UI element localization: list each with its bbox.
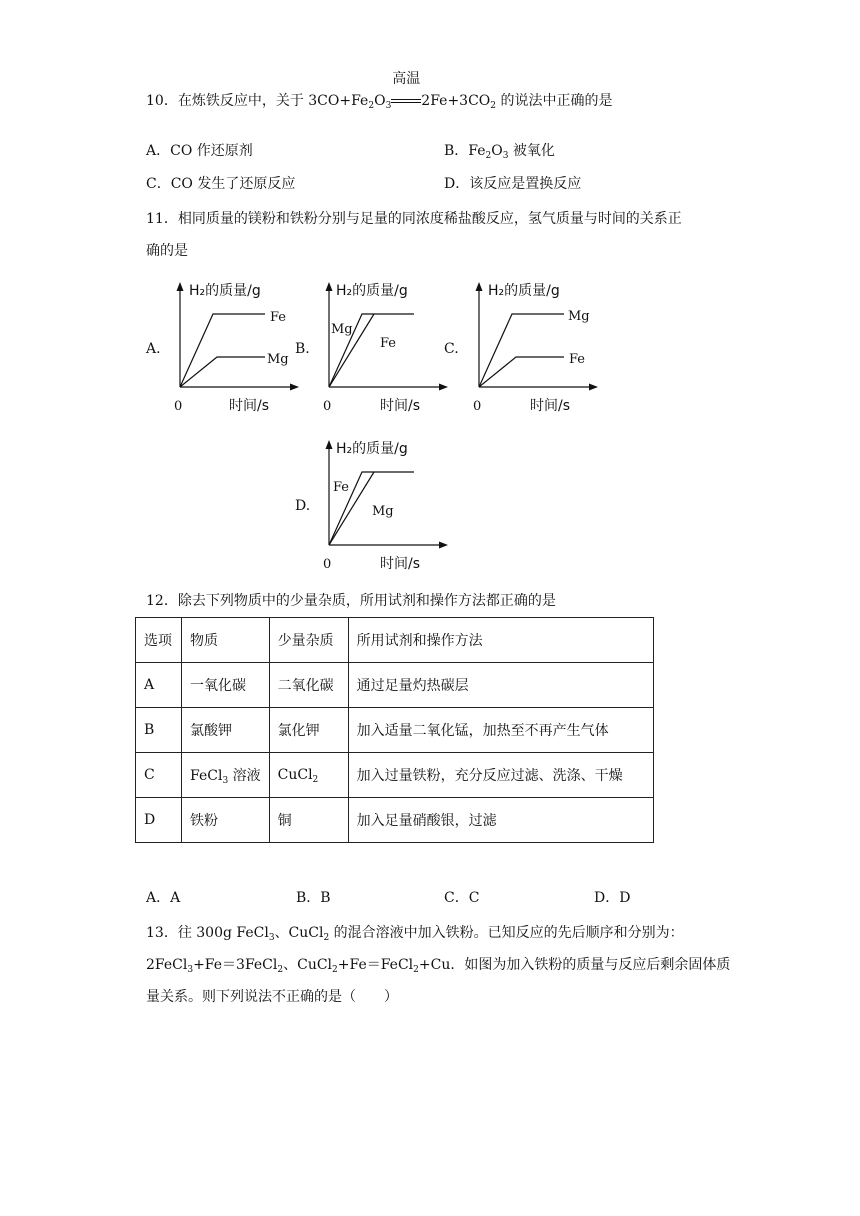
q12-option-c: C．C (444, 890, 480, 906)
table-cell: 一氧化碳 (182, 663, 270, 708)
y-axis-label: H₂的质量/g (189, 283, 261, 299)
table-row (136, 663, 654, 708)
origin-label: 0 (174, 399, 183, 414)
table-cell: 铜 (269, 798, 348, 843)
q10-stem: 10．在炼铁反应中，关于 $3CO+Fe_2O_3$ 高温 $2Fe+3CO_2$ 的说法中正确的是 (146, 71, 613, 111)
q12-table (135, 617, 654, 843)
table-cell: 加入足量硝酸银，过滤 (348, 798, 653, 843)
curve-label: Mg (372, 504, 394, 519)
origin-label: 0 (323, 557, 332, 572)
curve-label: Fe (380, 336, 397, 351)
y-axis-label: H₂的质量/g (336, 441, 408, 457)
table-cell: 加入过量铁粉，充分反应过滤、洗涤、干燥 (348, 753, 653, 798)
curve-label: Mg (568, 309, 590, 324)
curve-label: Fe (569, 352, 586, 367)
q11-graph-b (314, 277, 454, 417)
table-row (136, 708, 654, 753)
table-cell: C (136, 753, 182, 798)
q11-stem-line1: 11．相同质量的镁粉和铁粉分别与足量的同浓度稀盐酸反应，氢气质量与时间的关系正 (146, 211, 682, 227)
y-axis-label: H₂的质量/g (488, 283, 560, 299)
q11-graph-d (314, 435, 454, 575)
q13-stem-line3: 量关系。则下列说法不正确的是（ ） (146, 989, 398, 1005)
table-cell: FeCl$_3$ 溶液 (182, 753, 270, 798)
table-row (136, 798, 654, 843)
x-axis-label: 时间/s (380, 556, 421, 572)
table-cell: 加入适量二氧化锰，加热至不再产生气体 (348, 708, 653, 753)
table-header-cell: 物质 (182, 618, 270, 663)
q12-stem: 12．除去下列物质中的少量杂质，所用试剂和操作方法都正确的是 (146, 593, 556, 609)
q10-option-c: C．CO 发生了还原反应 (146, 176, 296, 192)
q10-option-a: A．CO 作还原剂 (146, 143, 253, 159)
q11-graph-c (464, 277, 604, 417)
q12-option-a: A．A (146, 890, 181, 906)
q13-stem-line1: 13．往 300g FeCl$_3$、CuCl$_2$ 的混合溶液中加入铁粉。已知反应的先后顺序和分别为： (146, 925, 684, 943)
x-axis-label: 时间/s (380, 398, 421, 414)
x-axis-label: 时间/s (229, 398, 270, 414)
origin-label: 0 (473, 399, 482, 414)
table-cell: 二氧化碳 (269, 663, 348, 708)
q11-option-letter-a: A. (146, 341, 161, 357)
table-cell: 通过足量灼热碳层 (348, 663, 653, 708)
table-cell: 氯酸钾 (182, 708, 270, 753)
q10-option-b: B．$Fe_2O_3$ 被氧化 (444, 143, 555, 161)
curve-label: Fe (333, 480, 350, 495)
origin-label: 0 (323, 399, 332, 414)
table-cell: D (136, 798, 182, 843)
q12-option-d: D．D (594, 890, 631, 906)
q13-stem-line2: 2FeCl$_3$+Fe＝3FeCl$_2$、CuCl$_2$+Fe＝FeCl$_2$+Cu．如图为加入铁粉的质量与反应后剩余固体质 (146, 957, 731, 975)
reaction-condition: 高温 (391, 92, 421, 110)
table-cell: 铁粉 (182, 798, 270, 843)
curve-label: Fe (270, 310, 287, 325)
table-cell: A (136, 663, 182, 708)
table-header-row (136, 618, 654, 663)
q11-graph-a (165, 277, 305, 417)
table-header-cell: 所用试剂和操作方法 (348, 618, 653, 663)
table-header-cell: 少量杂质 (269, 618, 348, 663)
table-header-cell: 选项 (136, 618, 182, 663)
y-axis-label: H₂的质量/g (336, 283, 408, 299)
q11-option-letter-d: D. (295, 498, 311, 514)
q11-option-letter-c: C. (444, 341, 459, 357)
q12-option-b: B．B (296, 890, 331, 906)
curve-label: Mg (331, 322, 353, 337)
table-cell: CuCl$_2$ (269, 753, 348, 798)
x-axis-label: 时间/s (530, 398, 571, 414)
table-cell: 氯化钾 (269, 708, 348, 753)
q11-option-letter-b: B. (295, 341, 310, 357)
curve-label: Mg (267, 352, 289, 367)
table-row (136, 753, 654, 798)
table-cell: B (136, 708, 182, 753)
q11-stem-line2: 确的是 (146, 243, 188, 259)
q10-option-d: D．该反应是置换反应 (444, 176, 582, 192)
